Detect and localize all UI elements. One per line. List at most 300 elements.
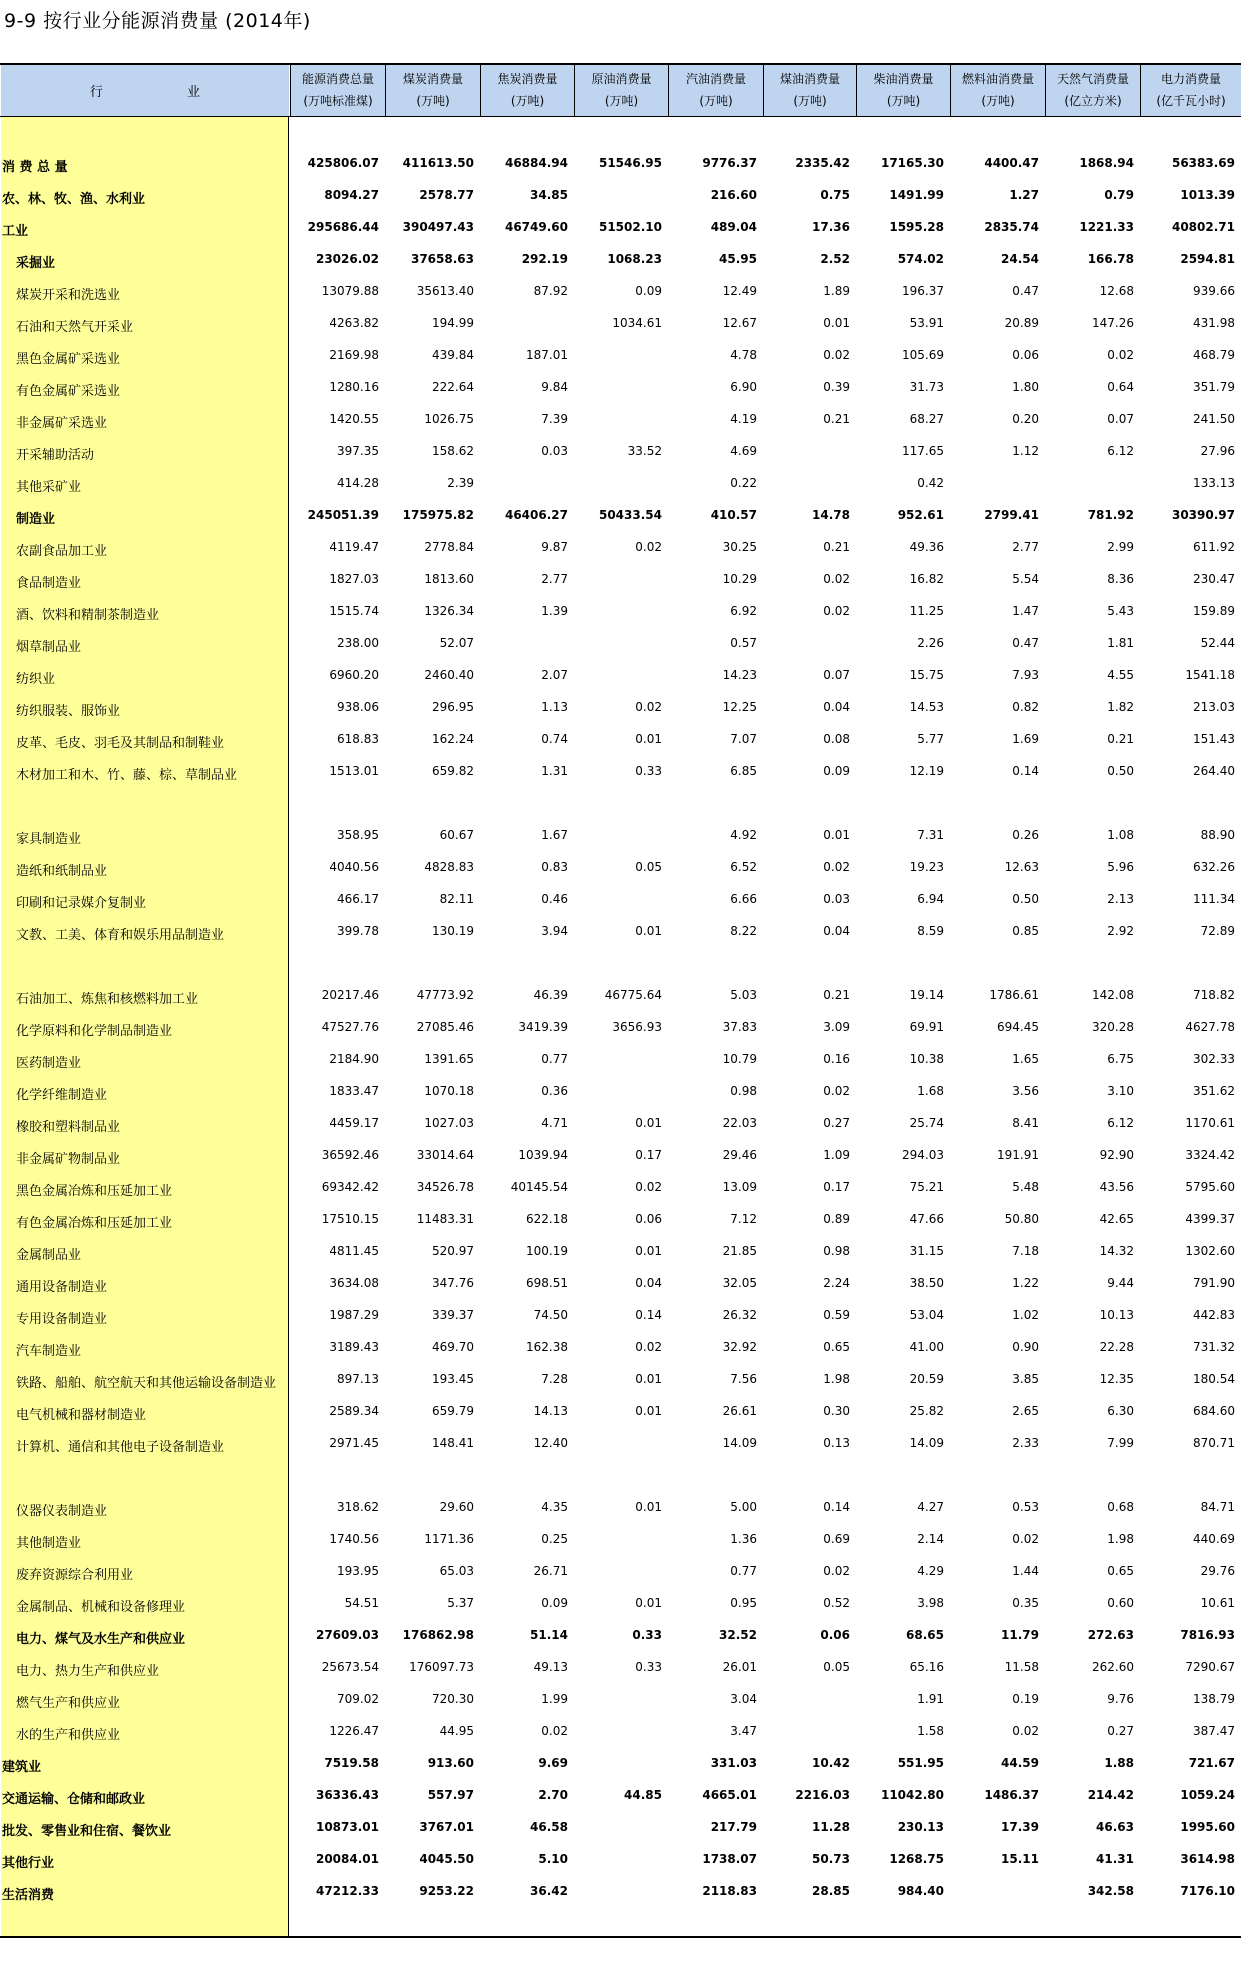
cell-value: 358.95 [337, 828, 379, 842]
cell-value: 0.08 [823, 732, 850, 746]
cell-value: 0.09 [635, 284, 662, 298]
table-row [0, 1844, 1241, 1876]
cell-value: 51502.10 [598, 220, 662, 234]
cell-value: 1.39 [541, 604, 568, 618]
cell-value: 0.98 [730, 1084, 757, 1098]
row-label: 食品制造业 [16, 576, 82, 591]
cell-value: 0.27 [1107, 1724, 1134, 1738]
cell-value: 12.68 [1099, 284, 1134, 298]
header-column-name: 焦炭消费量 [497, 72, 558, 86]
cell-value: 159.89 [1193, 604, 1235, 618]
cell-value: 56383.69 [1171, 156, 1235, 170]
cell-value: 2.26 [917, 636, 944, 650]
cell-value: 1.82 [1107, 700, 1134, 714]
cell-value: 1.47 [1012, 604, 1039, 618]
cell-value: 0.01 [635, 1404, 662, 1418]
cell-value: 28.85 [812, 1884, 850, 1898]
cell-value: 4119.47 [329, 540, 379, 554]
table-row [0, 980, 1241, 1012]
cell-value: 4263.82 [329, 316, 379, 330]
cell-value: 2.14 [917, 1532, 944, 1546]
cell-value: 2184.90 [329, 1052, 379, 1066]
cell-value: 0.02 [823, 860, 850, 874]
table-row [0, 276, 1241, 308]
cell-value: 10.79 [722, 1052, 757, 1066]
cell-value: 1.89 [823, 284, 850, 298]
cell-value: 176862.98 [402, 1628, 474, 1642]
cell-value: 50.73 [812, 1852, 850, 1866]
cell-value: 1039.94 [518, 1148, 568, 1162]
table-row [0, 1236, 1241, 1268]
cell-value: 0.21 [1107, 732, 1134, 746]
cell-value: 659.82 [432, 764, 474, 778]
cell-value: 16.82 [909, 572, 944, 586]
cell-value: 36592.46 [321, 1148, 379, 1162]
cell-value: 1.58 [917, 1724, 944, 1738]
cell-value: 41.31 [1096, 1852, 1134, 1866]
cell-value: 214.42 [1087, 1788, 1134, 1802]
cell-value: 35613.40 [416, 284, 474, 298]
cell-value: 4.19 [730, 412, 757, 426]
table-row [0, 884, 1241, 916]
cell-value: 14.32 [1099, 1244, 1134, 1258]
cell-value: 193.45 [432, 1372, 474, 1386]
table-row [0, 1172, 1241, 1204]
cell-value: 0.14 [635, 1308, 662, 1322]
cell-value: 12.25 [722, 700, 757, 714]
row-label: 煤炭开采和洗选业 [16, 288, 121, 303]
row-label: 化学纤维制造业 [16, 1088, 108, 1103]
cell-value: 17165.30 [880, 156, 944, 170]
cell-value: 5.37 [447, 1596, 474, 1610]
cell-value: 2.24 [823, 1276, 850, 1290]
cell-value: 3656.93 [612, 1020, 662, 1034]
cell-value: 230.47 [1193, 572, 1235, 586]
cell-value: 0.09 [823, 764, 850, 778]
row-label: 皮革、毛皮、羽毛及其制品和制鞋业 [16, 736, 225, 751]
cell-value: 52.07 [439, 636, 474, 650]
cell-value: 1.22 [1012, 1276, 1039, 1290]
cell-value: 10.61 [1200, 1596, 1235, 1610]
cell-value: 7.31 [917, 828, 944, 842]
cell-value: 0.02 [635, 1180, 662, 1194]
cell-value: 3614.98 [1180, 1852, 1235, 1866]
cell-value: 1.67 [541, 828, 568, 842]
cell-value: 292.19 [521, 252, 568, 266]
cell-value: 897.13 [337, 1372, 379, 1386]
table-row [0, 244, 1241, 276]
cell-value: 0.13 [823, 1436, 850, 1450]
table-row [0, 660, 1241, 692]
cell-value: 2.92 [1107, 924, 1134, 938]
cell-value: 162.24 [432, 732, 474, 746]
table-row [0, 1300, 1241, 1332]
cell-value: 3.94 [541, 924, 568, 938]
cell-value: 0.02 [1012, 1532, 1039, 1546]
cell-value: 1.88 [1104, 1756, 1134, 1770]
cell-value: 0.02 [823, 604, 850, 618]
cell-value: 0.01 [635, 1116, 662, 1130]
cell-value: 60.67 [439, 828, 474, 842]
cell-value: 69.91 [909, 1020, 944, 1034]
cell-value: 440.69 [1193, 1532, 1235, 1546]
cell-value: 2.99 [1107, 540, 1134, 554]
row-label: 橡胶和塑料制品业 [16, 1120, 121, 1135]
cell-value: 31.15 [909, 1244, 944, 1258]
cell-value: 694.45 [997, 1020, 1039, 1034]
table-row [0, 1268, 1241, 1300]
row-label: 建筑业 [2, 1760, 42, 1775]
cell-value: 27085.46 [416, 1020, 474, 1034]
cell-value: 9253.22 [419, 1884, 474, 1898]
row-label: 造纸和纸制品业 [16, 864, 108, 879]
cell-value: 0.82 [1012, 700, 1039, 714]
cell-value: 32.92 [722, 1340, 757, 1354]
cell-value: 0.02 [635, 700, 662, 714]
cell-value: 37658.63 [410, 252, 474, 266]
cell-value: 8094.27 [324, 188, 379, 202]
cell-value: 0.06 [635, 1212, 662, 1226]
cell-value: 14.13 [533, 1404, 568, 1418]
cell-value: 0.02 [823, 1564, 850, 1578]
row-label: 废弃资源综合利用业 [16, 1568, 134, 1583]
row-label: 酒、饮料和精制茶制造业 [16, 608, 160, 623]
cell-value: 34.85 [530, 188, 568, 202]
cell-value: 44.85 [624, 1788, 662, 1802]
table-row [0, 340, 1241, 372]
cell-value: 49.13 [533, 1660, 568, 1674]
cell-value: 1868.94 [1079, 156, 1134, 170]
cell-value: 0.26 [1012, 828, 1039, 842]
cell-value: 52.44 [1200, 636, 1235, 650]
table-row [0, 1012, 1241, 1044]
table-row [0, 1140, 1241, 1172]
cell-value: 709.02 [337, 1692, 379, 1706]
cell-value: 20084.01 [315, 1852, 379, 1866]
cell-value: 410.57 [710, 508, 757, 522]
cell-value: 27609.03 [315, 1628, 379, 1642]
header-column-unit: (亿立方米) [1064, 94, 1122, 108]
cell-value: 0.01 [635, 1372, 662, 1386]
cell-value: 0.02 [541, 1724, 568, 1738]
cell-value: 19.23 [909, 860, 944, 874]
cell-value: 1268.75 [889, 1852, 944, 1866]
cell-value: 6.52 [730, 860, 757, 874]
cell-value: 0.33 [635, 1660, 662, 1674]
cell-value: 390497.43 [402, 220, 474, 234]
cell-value: 7.93 [1012, 668, 1039, 682]
cell-value: 2835.74 [984, 220, 1039, 234]
cell-value: 12.63 [1004, 860, 1039, 874]
row-label: 有色金属冶炼和压延加工业 [16, 1216, 173, 1231]
cell-value: 10.29 [722, 572, 757, 586]
cell-value: 0.75 [820, 188, 850, 202]
cell-value: 3.04 [730, 1692, 757, 1706]
cell-value: 241.50 [1193, 412, 1235, 426]
row-label: 印刷和记录媒介复制业 [16, 896, 147, 911]
cell-value: 230.13 [897, 1820, 944, 1834]
cell-value: 0.89 [823, 1212, 850, 1226]
cell-value: 20.59 [909, 1372, 944, 1386]
cell-value: 47212.33 [315, 1884, 379, 1898]
cell-value: 5.96 [1107, 860, 1134, 874]
cell-value: 45.95 [719, 252, 757, 266]
cell-value: 1491.99 [889, 188, 944, 202]
cell-value: 0.77 [730, 1564, 757, 1578]
cell-value: 9.87 [541, 540, 568, 554]
row-label: 有色金属矿采选业 [16, 384, 121, 399]
cell-value: 5.43 [1107, 604, 1134, 618]
cell-value: 0.25 [541, 1532, 568, 1546]
cell-value: 1786.61 [989, 988, 1039, 1002]
cell-value: 13.09 [722, 1180, 757, 1194]
cell-value: 1.81 [1107, 636, 1134, 650]
table-row [0, 500, 1241, 532]
row-label: 石油和天然气开采业 [16, 320, 134, 335]
table-row [0, 852, 1241, 884]
cell-value: 262.60 [1092, 1660, 1134, 1674]
header-column-name: 柴油消费量 [873, 72, 934, 86]
cell-value: 74.50 [533, 1308, 568, 1322]
cell-value: 557.97 [427, 1788, 474, 1802]
table-row [0, 1716, 1241, 1748]
cell-value: 50433.54 [598, 508, 662, 522]
cell-value: 2118.83 [702, 1884, 757, 1898]
cell-value: 0.01 [635, 924, 662, 938]
cell-value: 469.70 [432, 1340, 474, 1354]
cell-value: 5.48 [1012, 1180, 1039, 1194]
row-label: 其他行业 [2, 1856, 55, 1871]
cell-value: 984.40 [897, 1884, 944, 1898]
cell-value: 20217.46 [321, 988, 379, 1002]
cell-value: 720.30 [432, 1692, 474, 1706]
cell-value: 2216.03 [795, 1788, 850, 1802]
cell-value: 217.79 [710, 1820, 757, 1834]
cell-value: 4.29 [917, 1564, 944, 1578]
cell-value: 781.92 [1087, 508, 1134, 522]
cell-value: 618.83 [337, 732, 379, 746]
cell-value: 12.35 [1099, 1372, 1134, 1386]
cell-value: 8.22 [730, 924, 757, 938]
cell-value: 0.02 [1012, 1724, 1039, 1738]
cell-value: 0.39 [823, 380, 850, 394]
cell-value: 92.90 [1099, 1148, 1134, 1162]
table-row [0, 1684, 1241, 1716]
cell-value: 2460.40 [424, 668, 474, 682]
cell-value: 65.16 [909, 1660, 944, 1674]
cell-value: 0.01 [823, 828, 850, 842]
cell-value: 2971.45 [329, 1436, 379, 1450]
cell-value: 0.27 [823, 1116, 850, 1130]
cell-value: 0.83 [541, 860, 568, 874]
header-column-name: 煤炭消费量 [402, 72, 463, 86]
cell-value: 10873.01 [315, 1820, 379, 1834]
table-row [0, 1492, 1241, 1524]
header-column-unit: (亿千瓦小时) [1156, 94, 1226, 108]
table-row [0, 724, 1241, 756]
cell-value: 32.05 [722, 1276, 757, 1290]
cell-value: 193.95 [337, 1564, 379, 1578]
cell-value: 0.36 [541, 1084, 568, 1098]
cell-value: 1813.60 [424, 572, 474, 586]
cell-value: 1170.61 [1185, 1116, 1235, 1130]
cell-value: 10.38 [909, 1052, 944, 1066]
cell-value: 2.77 [541, 572, 568, 586]
cell-value: 33014.64 [416, 1148, 474, 1162]
cell-value: 2.77 [1012, 540, 1039, 554]
cell-value: 7176.10 [1180, 1884, 1235, 1898]
cell-value: 0.69 [823, 1532, 850, 1546]
cell-value: 0.02 [823, 572, 850, 586]
cell-value: 1.68 [917, 1084, 944, 1098]
row-label: 计算机、通信和其他电子设备制造业 [16, 1440, 225, 1455]
cell-value: 0.20 [1012, 412, 1039, 426]
cell-value: 0.07 [823, 668, 850, 682]
cell-value: 7816.93 [1180, 1628, 1235, 1642]
header-column-unit: (万吨) [604, 94, 639, 108]
cell-value: 0.06 [1012, 348, 1039, 362]
cell-value: 24.54 [1001, 252, 1039, 266]
header-column-unit: (万吨) [510, 94, 545, 108]
table-row [0, 1876, 1241, 1908]
cell-value: 4.35 [541, 1500, 568, 1514]
cell-value: 6.66 [730, 892, 757, 906]
cell-value: 2778.84 [424, 540, 474, 554]
cell-value: 12.19 [909, 764, 944, 778]
row-label: 采掘业 [16, 256, 56, 271]
cell-value: 11.28 [812, 1820, 850, 1834]
row-label: 其他制造业 [16, 1536, 82, 1551]
cell-value: 414.28 [337, 476, 379, 490]
cell-value: 2335.42 [795, 156, 850, 170]
header-column-unit: (万吨标准煤) [303, 94, 373, 108]
table-row [0, 1812, 1241, 1844]
cell-value: 142.08 [1092, 988, 1134, 1002]
cell-value: 1987.29 [329, 1308, 379, 1322]
cell-value: 9.69 [538, 1756, 568, 1770]
cell-value: 1302.60 [1185, 1244, 1235, 1258]
cell-value: 4040.56 [329, 860, 379, 874]
cell-value: 0.04 [823, 924, 850, 938]
cell-value: 0.21 [823, 988, 850, 1002]
cell-value: 0.22 [730, 476, 757, 490]
cell-value: 40802.71 [1171, 220, 1235, 234]
cell-value: 0.33 [635, 764, 662, 778]
cell-value: 26.61 [722, 1404, 757, 1418]
cell-value: 466.17 [337, 892, 379, 906]
cell-value: 68.27 [909, 412, 944, 426]
cell-value: 22.28 [1099, 1340, 1134, 1354]
cell-value: 42.65 [1099, 1212, 1134, 1226]
row-label: 纺织业 [16, 672, 56, 687]
cell-value: 0.16 [823, 1052, 850, 1066]
cell-value: 14.09 [909, 1436, 944, 1450]
table-row [0, 1332, 1241, 1364]
cell-value: 1.98 [1107, 1532, 1134, 1546]
cell-value: 264.40 [1193, 764, 1235, 778]
cell-value: 14.78 [812, 508, 850, 522]
cell-value: 7.99 [1107, 1436, 1134, 1450]
cell-value: 1.36 [730, 1532, 757, 1546]
cell-value: 14.23 [722, 668, 757, 682]
table-row [0, 308, 1241, 340]
cell-value: 175975.82 [402, 508, 474, 522]
cell-value: 913.60 [427, 1756, 474, 1770]
cell-value: 4.55 [1107, 668, 1134, 682]
cell-value: 13079.88 [321, 284, 379, 298]
cell-value: 6.85 [730, 764, 757, 778]
cell-value: 14.09 [722, 1436, 757, 1450]
cell-value: 151.43 [1193, 732, 1235, 746]
cell-value: 4627.78 [1185, 1020, 1235, 1034]
cell-value: 2.07 [541, 668, 568, 682]
cell-value: 342.58 [1087, 1884, 1134, 1898]
cell-value: 0.52 [823, 1596, 850, 1610]
table-row [0, 1108, 1241, 1140]
cell-value: 1995.60 [1180, 1820, 1235, 1834]
cell-value: 611.92 [1193, 540, 1235, 554]
cell-value: 7.07 [730, 732, 757, 746]
table-row [0, 820, 1241, 852]
cell-value: 0.01 [635, 732, 662, 746]
table-row [0, 1524, 1241, 1556]
cell-value: 0.47 [1012, 636, 1039, 650]
cell-value: 7.28 [541, 1372, 568, 1386]
cell-value: 26.01 [722, 1660, 757, 1674]
cell-value: 51546.95 [598, 156, 662, 170]
cell-value: 0.02 [1107, 348, 1134, 362]
cell-value: 489.04 [710, 220, 757, 234]
cell-value: 0.65 [1107, 1564, 1134, 1578]
cell-value: 213.03 [1193, 700, 1235, 714]
cell-value: 0.01 [635, 1596, 662, 1610]
row-label: 电力、热力生产和供应业 [16, 1664, 160, 1679]
table-row [0, 1428, 1241, 1460]
cell-value: 938.06 [337, 700, 379, 714]
row-label: 通用设备制造业 [16, 1280, 108, 1295]
cell-value: 2.33 [1012, 1436, 1039, 1450]
cell-value: 2169.98 [329, 348, 379, 362]
cell-value: 166.78 [1087, 252, 1134, 266]
cell-value: 15.11 [1001, 1852, 1039, 1866]
cell-value: 46.39 [533, 988, 568, 1002]
cell-value: 9.44 [1107, 1276, 1134, 1290]
cell-value: 29.46 [722, 1148, 757, 1162]
cell-value: 25.74 [909, 1116, 944, 1130]
cell-value: 133.13 [1193, 476, 1235, 490]
cell-value: 0.02 [823, 1084, 850, 1098]
cell-value: 26.71 [533, 1564, 568, 1578]
row-label: 金属制品业 [16, 1248, 82, 1263]
cell-value: 1.69 [1012, 732, 1039, 746]
cell-value: 53.04 [909, 1308, 944, 1322]
cell-value: 0.05 [823, 1660, 850, 1674]
cell-value: 0.42 [917, 476, 944, 490]
table-row [0, 916, 1241, 948]
header-column-unit: (万吨) [886, 94, 921, 108]
cell-value: 7.12 [730, 1212, 757, 1226]
cell-value: 46406.27 [504, 508, 568, 522]
row-label: 黑色金属冶炼和压延加工业 [16, 1184, 173, 1199]
cell-value: 331.03 [710, 1756, 757, 1770]
cell-value: 2.39 [447, 476, 474, 490]
cell-value: 1326.34 [424, 604, 474, 618]
table-row [0, 372, 1241, 404]
row-label: 水的生产和供应业 [16, 1728, 121, 1743]
cell-value: 632.26 [1193, 860, 1235, 874]
cell-value: 1.98 [823, 1372, 850, 1386]
table-bottom-rule [0, 1936, 1241, 1938]
